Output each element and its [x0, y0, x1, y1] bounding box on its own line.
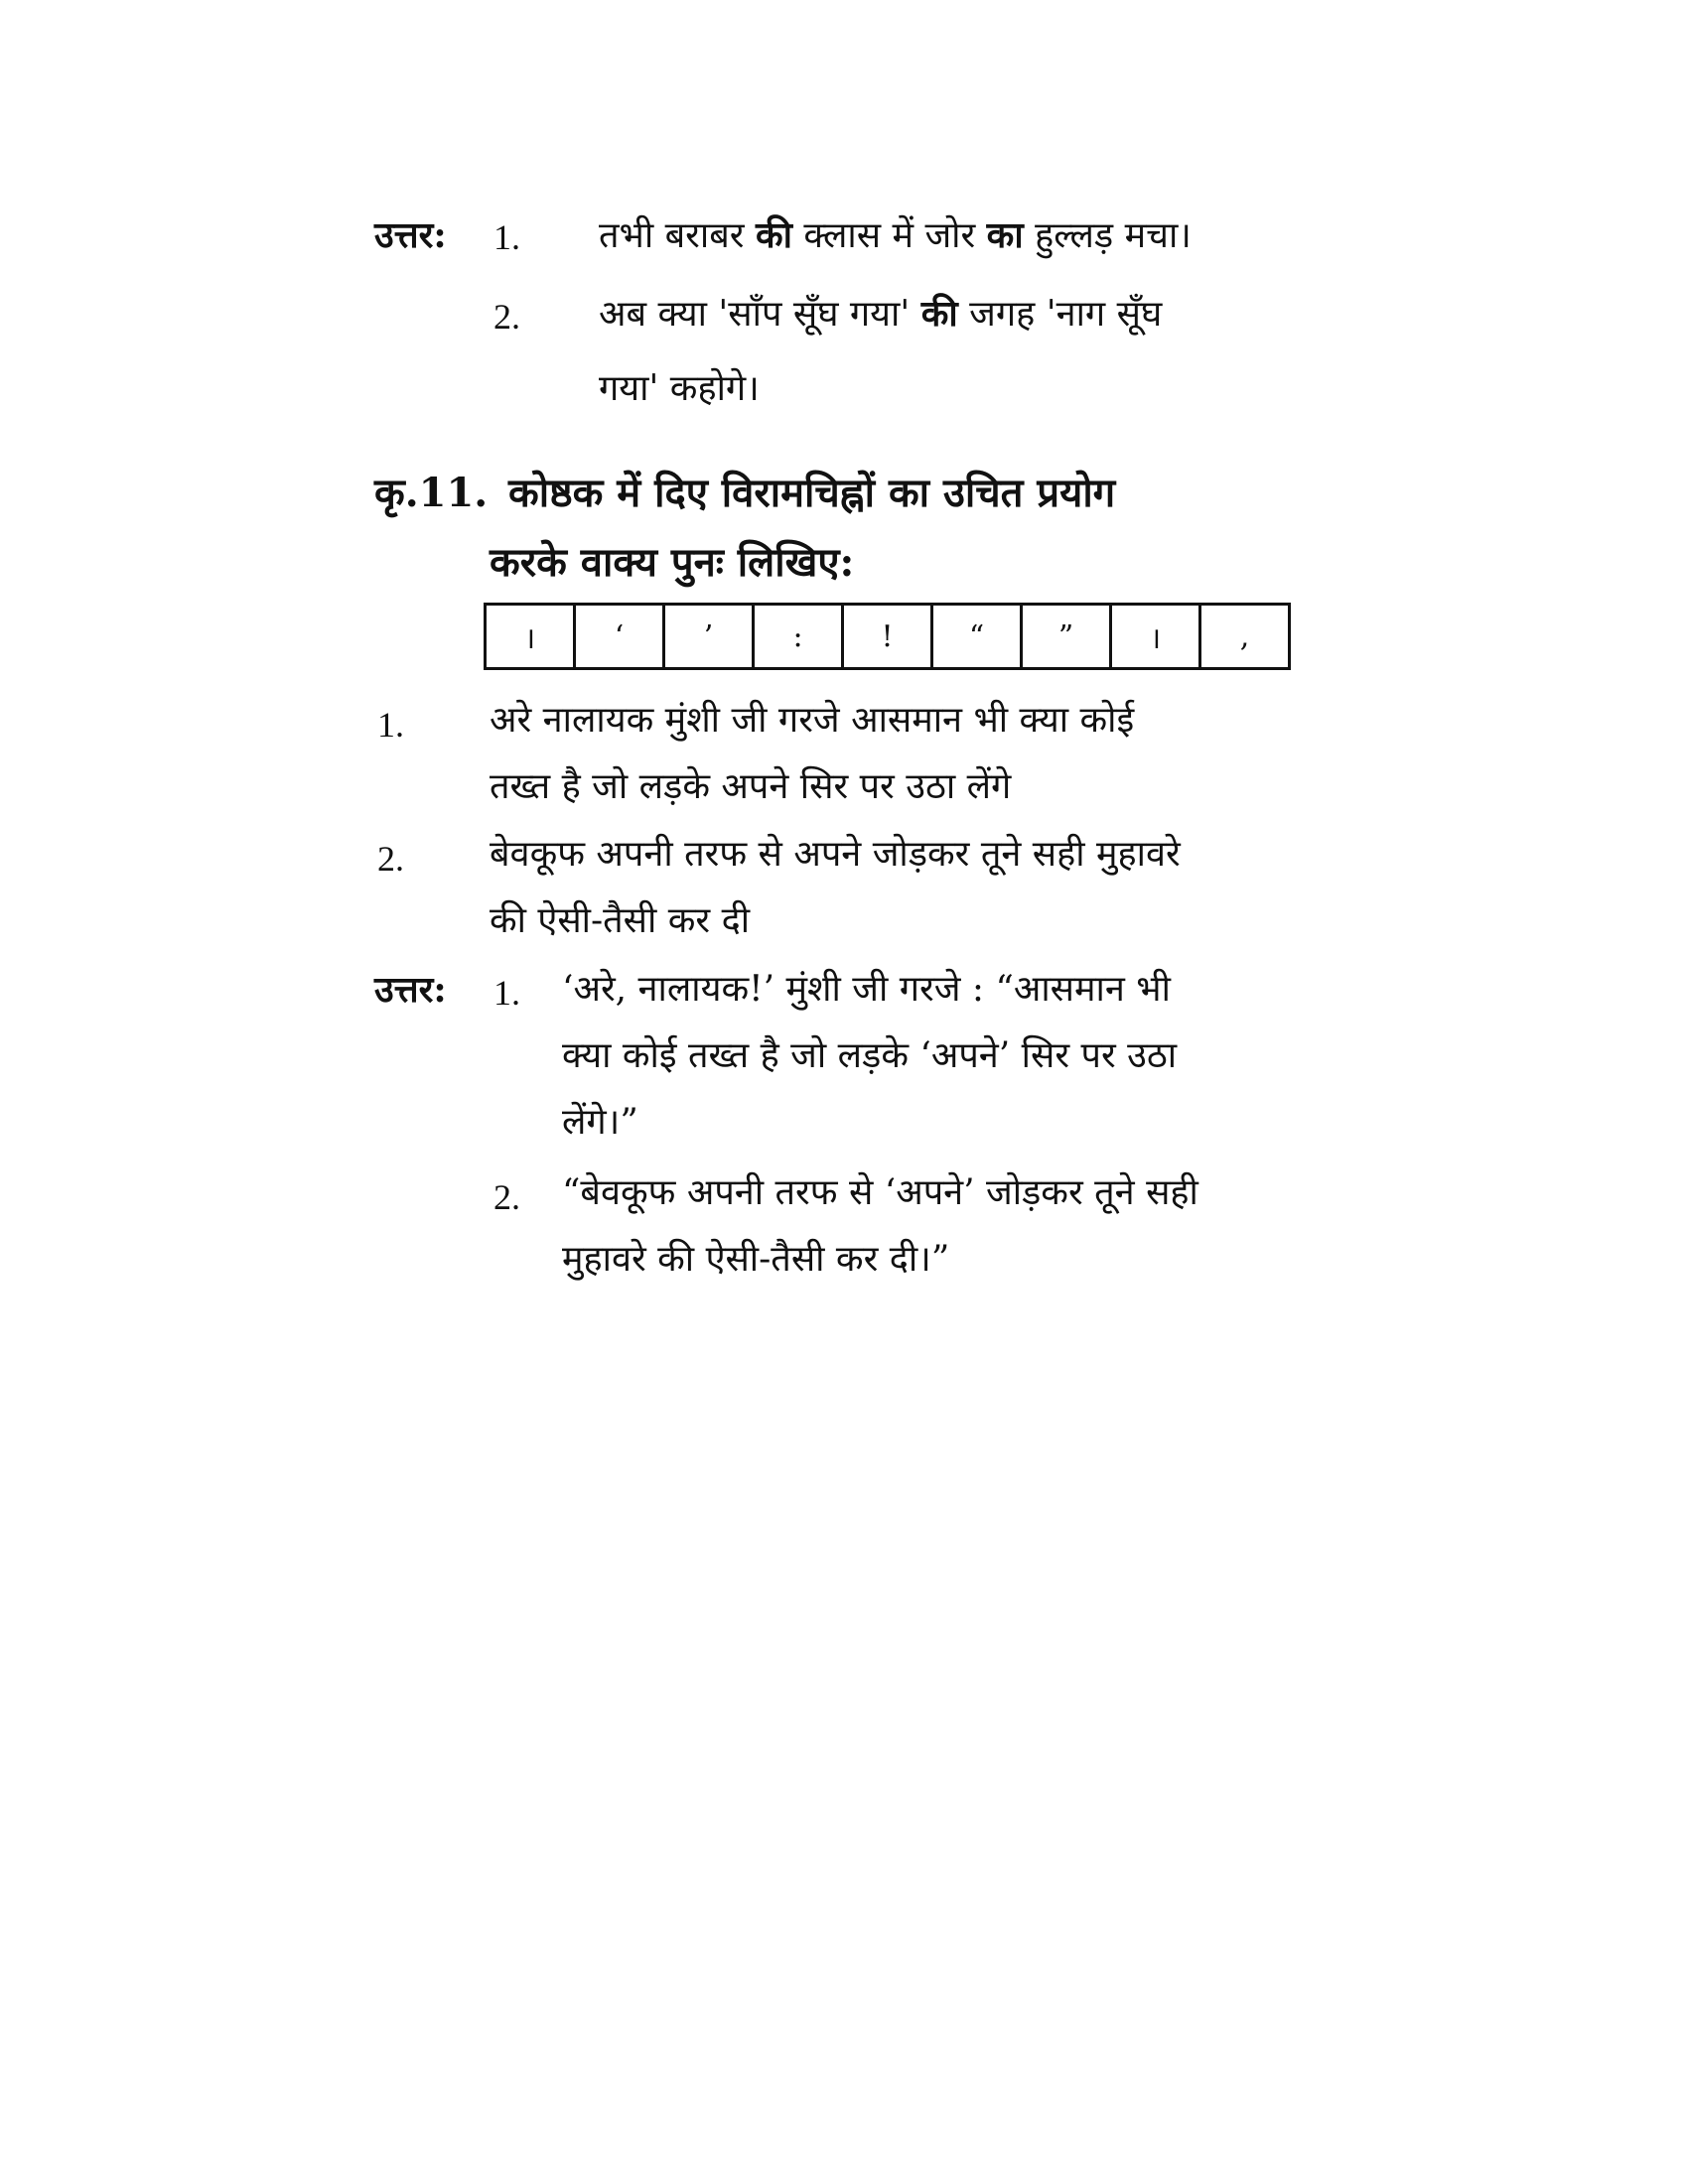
answer-label: उत्तर:: [374, 214, 447, 256]
question11-sentence2-number: 2.: [377, 839, 404, 879]
punctuation-marks-table: [484, 603, 1291, 670]
answer1-item2-line1: [599, 293, 1163, 335]
question11-sentence1-line1: अरे नालायक मुंशी जी गरजे आसमान भी क्या कोई: [490, 700, 1135, 741]
question11-sentence2-line1: बेवकूफ अपनी तरफ से अपने जोड़कर तूने सही मुहावरे: [490, 834, 1181, 875]
answer1-item2-number: 2.: [493, 297, 520, 337]
answer1-item1-number: 1.: [493, 217, 520, 257]
answer1-item1-text: [599, 214, 1192, 256]
question11-sentence1-number: 1.: [377, 705, 404, 745]
answer2-item1-line3: लेंगे।”: [562, 1102, 638, 1143]
punctuation-mark-cell: :: [754, 605, 843, 669]
punctuation-mark-cell: ’: [664, 605, 754, 669]
question11-line2: करके वाक्य पुनः लिखिए:: [490, 539, 855, 586]
answer2-item2-number: 2.: [493, 1177, 520, 1217]
answer2-item1-line1: ‘अरे, नालायक!’ मुंशी जी गरजे : “आसमान भी: [562, 969, 1171, 1010]
answer2-item1-line2: क्या कोई तख्त है जो लड़के ‘अपने’ सिर पर उठा: [562, 1035, 1178, 1076]
question11-sentence2-line2: की ऐसी-तैसी कर दी: [490, 900, 751, 941]
answer1-item1-part: क्लास में जोर: [791, 215, 987, 256]
answer2-item2-line2: मुहावरे की ऐसी-तैसी कर दी।”: [562, 1239, 950, 1280]
answer2-item1-number: 1.: [493, 973, 520, 1013]
punctuation-mark-cell: ,: [1200, 605, 1290, 669]
punctuation-mark-cell: ।: [486, 605, 575, 669]
punctuation-mark-cell: ”: [1022, 605, 1111, 669]
answer1-item1-bold-word: की: [755, 214, 792, 256]
question11-number: कृ.11.: [374, 470, 489, 516]
question11-sentence1-line2: तख्त है जो लड़के अपने सिर पर उठा लेंगे: [490, 766, 1012, 807]
answer1-item2-bold-word: की: [920, 293, 958, 335]
answer-label: उत्तर:: [374, 969, 447, 1011]
answer1-item2-part: जगह 'नाग सूँघ: [957, 294, 1163, 335]
punctuation-mark-cell: “: [932, 605, 1022, 669]
question11-line1: कोष्ठक में दिए विरामचिह्नों का उचित प्रयोग: [508, 470, 1116, 516]
answer1-item2-part: अब क्या 'साँप सूँघ गया': [599, 294, 921, 335]
answer2-item2-line1: “बेवकूफ अपनी तरफ से ‘अपने’ जोड़कर तूने सही: [562, 1172, 1198, 1213]
answer1-item1-part: हुल्लड़ मचा।: [1023, 215, 1192, 256]
punctuation-mark-cell: ।: [1111, 605, 1200, 669]
answer1-item2-line2: गया' कहोगे।: [599, 368, 760, 409]
punctuation-mark-cell: ‘: [575, 605, 664, 669]
punctuation-mark-cell: !: [843, 605, 932, 669]
answer1-item1-bold-word: का: [986, 214, 1024, 256]
punctuation-marks-row: [486, 605, 1290, 669]
answer1-item1-part: तभी बराबर: [599, 215, 756, 256]
